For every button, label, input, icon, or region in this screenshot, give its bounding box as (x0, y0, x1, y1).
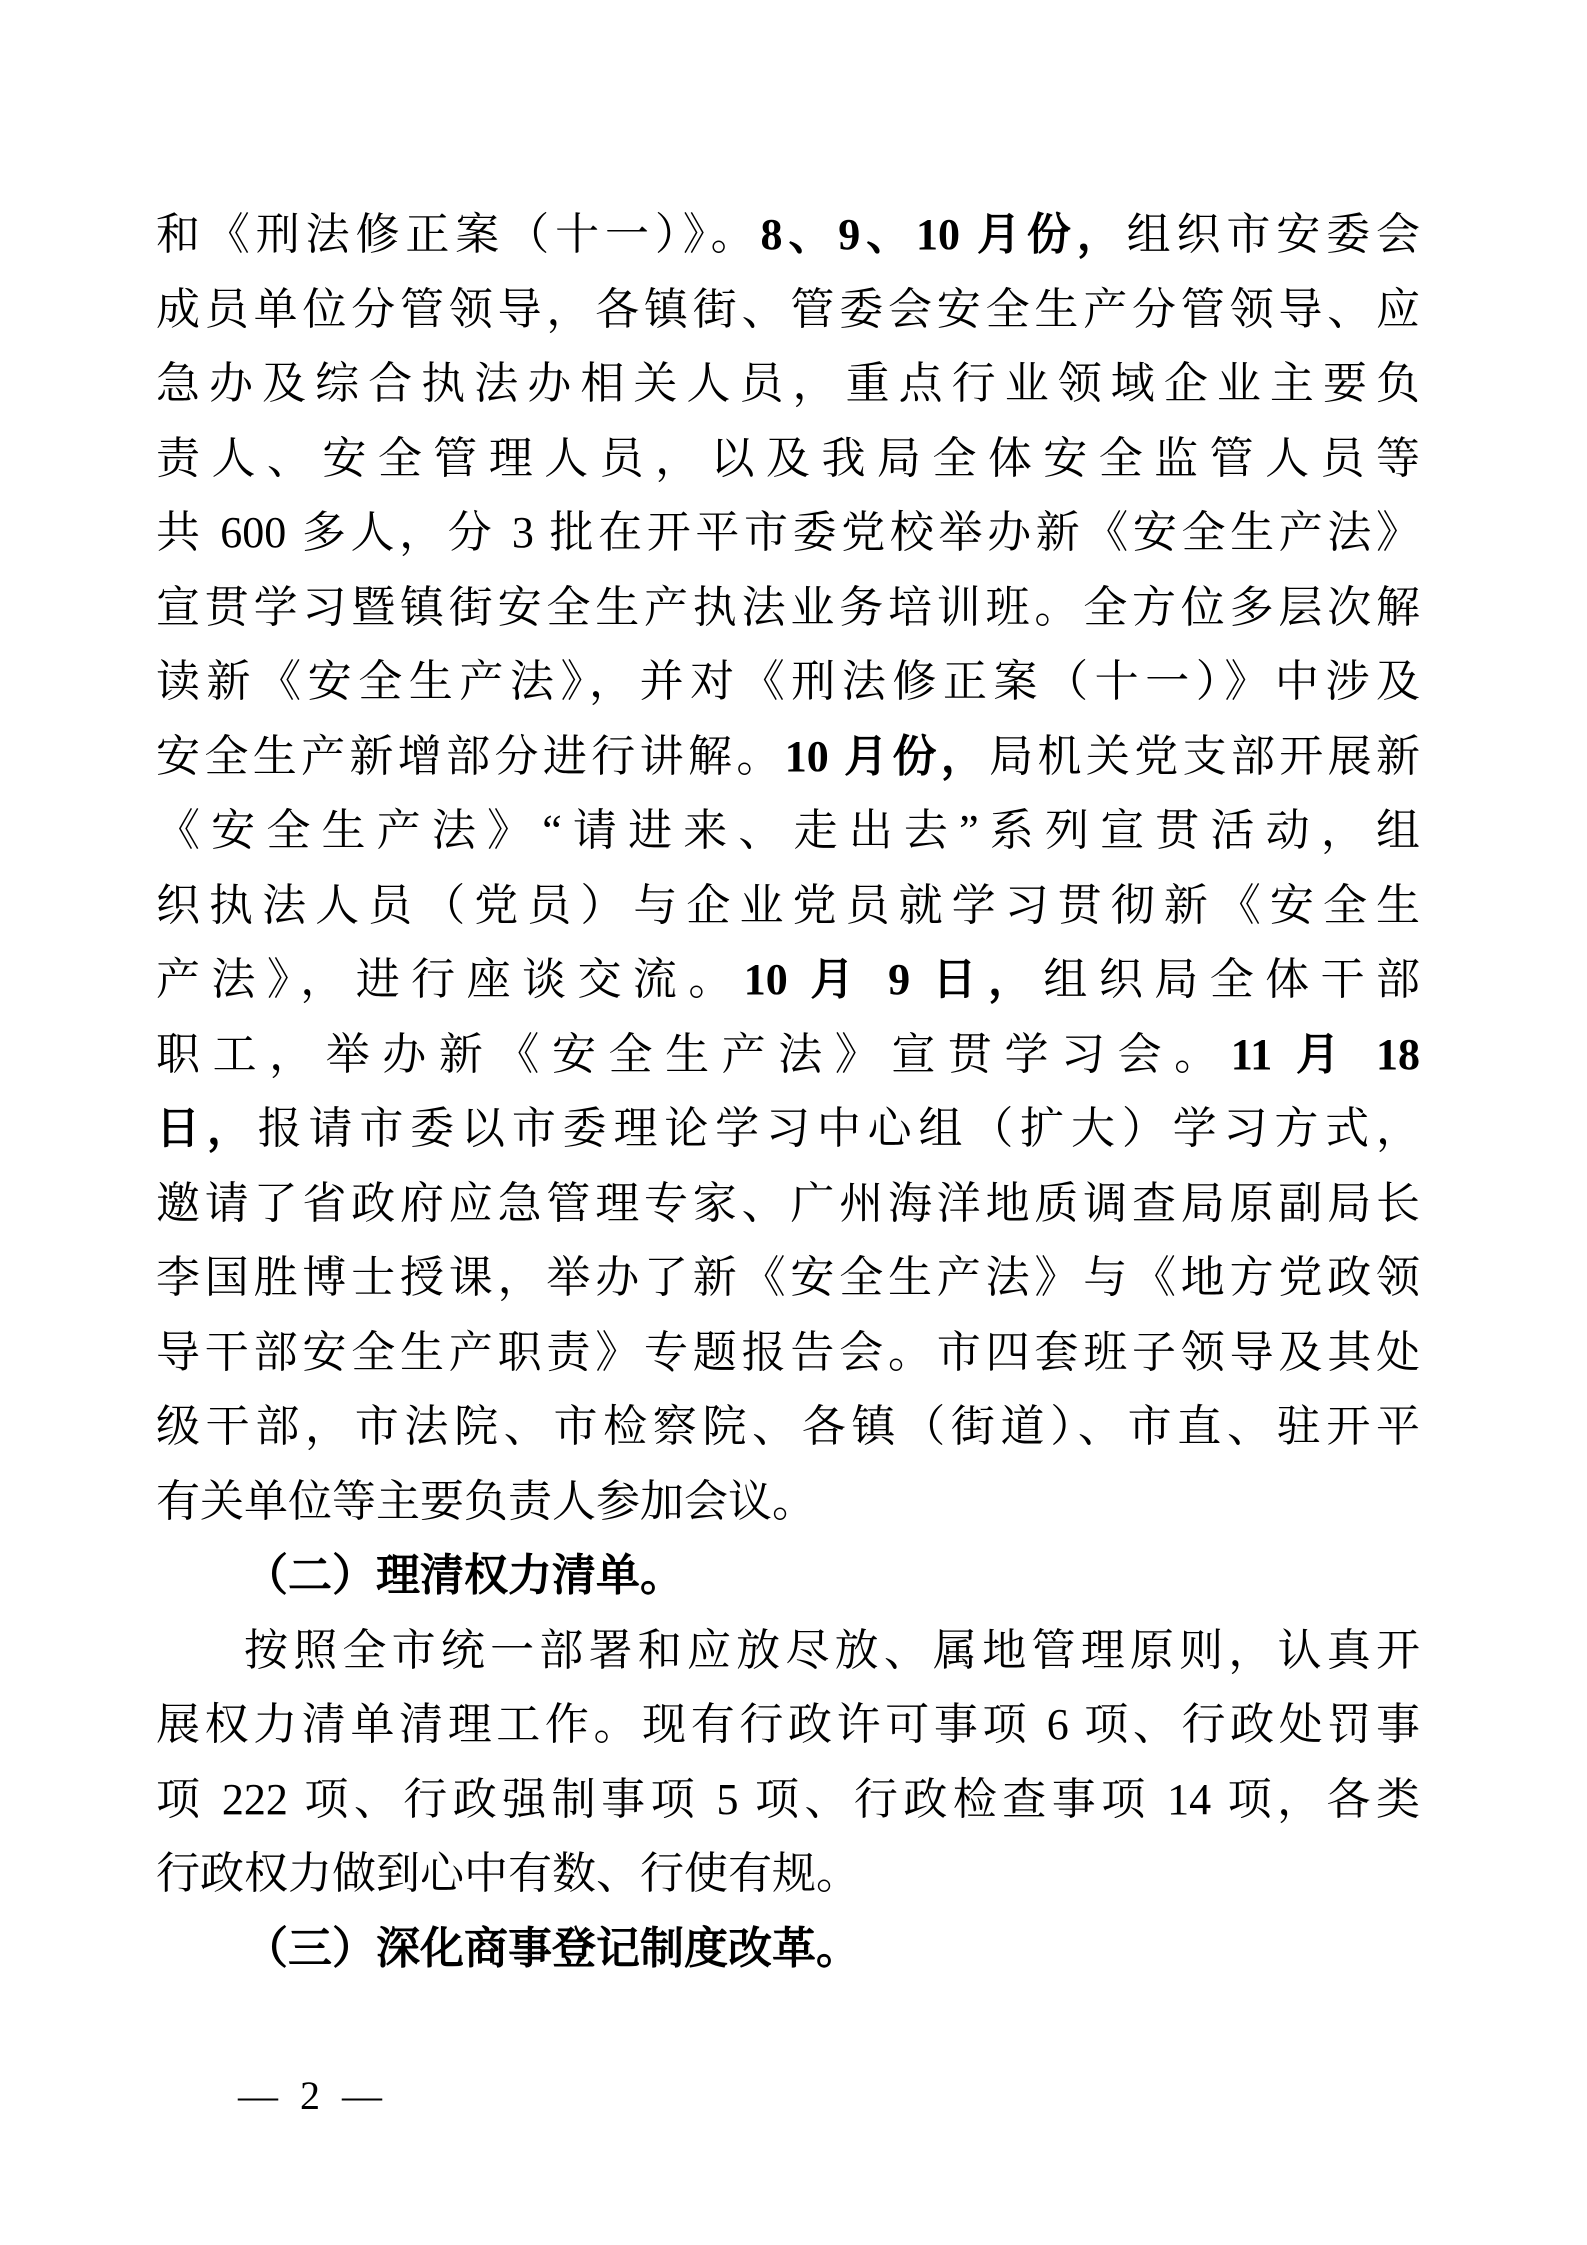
document-line (156, 1018, 1420, 1093)
body-text: 读新《安全生产法》，并对《刑法修正案（十一）》中涉及 (156, 657, 1420, 706)
document-line (156, 1688, 1420, 1763)
document-line (156, 1390, 1420, 1465)
body-text: 行政权力做到心中有数、行使有规。 (156, 1849, 860, 1898)
body-text: 和《刑法修正案（十一）》。 (156, 210, 761, 259)
document-line (156, 720, 1420, 795)
document-line (156, 1614, 1420, 1689)
body-text: 李国胜博士授课，举办了新《安全生产法》与《地方党政领 (156, 1253, 1420, 1302)
page-number: — 2 — (238, 2073, 388, 2118)
body-text: 《安全生产法》“请进来、走出去”系列宣贯活动，组 (156, 806, 1420, 855)
document-line (156, 645, 1420, 720)
document-line (156, 1167, 1420, 1242)
body-text: 安全生产新增部分进行讲解。 (156, 731, 785, 781)
document-body (156, 198, 1420, 1986)
emphasis-text: （二）理清权力清单。 (244, 1551, 684, 1600)
document-line (156, 496, 1420, 571)
body-text: 职工，举办新《安全生产法》宣贯学习会。 (156, 1029, 1231, 1079)
document-line (156, 571, 1420, 646)
body-text: 组织局全体干部 (1043, 955, 1420, 1004)
emphasis-text: 10 月份， (784, 731, 990, 781)
body-text: 邀请了省政府应急管理专家、广州海洋地质调查局原副局长 (156, 1178, 1420, 1228)
document-line (156, 869, 1420, 944)
document-line (156, 422, 1420, 497)
document-line (156, 1465, 1420, 1540)
document-line (156, 1837, 1420, 1912)
body-text: 急办及综合执法办相关人员，重点行业领域企业主要负 (156, 359, 1420, 408)
body-text: 织执法人员（党员）与企业党员就学习贯彻新《安全生 (156, 880, 1420, 930)
document-line (156, 1763, 1420, 1838)
page-footer (238, 2072, 388, 2119)
body-text: 组织市安委会 (1126, 210, 1420, 259)
document-line (156, 943, 1420, 1018)
section-heading (156, 1539, 1420, 1614)
body-text: 导干部安全生产职责》专题报告会。市四套班子领导及其处 (156, 1327, 1420, 1377)
body-text: 有关单位等主要负责人参加会议。 (156, 1476, 816, 1526)
section-heading (156, 1912, 1420, 1987)
emphasis-text: 8、9、10 月份， (760, 210, 1127, 259)
document-line (156, 273, 1420, 348)
body-text: 按照全市统一部署和应放尽放、属地管理原则，认真开 (244, 1625, 1420, 1675)
body-text: 成员单位分管领导，各镇街、管委会安全生产分管领导、应 (156, 284, 1420, 334)
body-text: 共 600 多人，分 3 批在开平市委党校举办新《安全生产法》 (156, 508, 1420, 557)
emphasis-text: 10 月 9 日， (743, 955, 1044, 1004)
document-line (156, 1241, 1420, 1316)
document-line (156, 347, 1420, 422)
emphasis-text: 日， (156, 1104, 258, 1153)
body-text: 级干部，市法院、市检察院、各镇（街道）、市直、驻开平 (156, 1402, 1420, 1451)
document-line (156, 1092, 1420, 1167)
emphasis-text: （三）深化商事登记制度改革。 (244, 1923, 860, 1973)
body-text: 展权力清单清理工作。现有行政许可事项 6 项、行政处罚事 (156, 1700, 1420, 1749)
body-text: 责人、安全管理人员，以及我局全体安全监管人员等 (156, 433, 1420, 483)
emphasis-text: 11 月 18 (1230, 1029, 1420, 1079)
body-text: 局机关党支部开展新 (989, 731, 1420, 781)
body-text: 项 222 项、行政强制事项 5 项、行政检查事项 14 项，各类 (156, 1774, 1420, 1824)
body-text: 报请市委以市委理论学习中心组（扩大）学习方式， (257, 1104, 1420, 1153)
document-line (156, 794, 1420, 869)
document-line (156, 1316, 1420, 1391)
body-text: 产法》，进行座谈交流。 (156, 955, 744, 1004)
document-line (156, 198, 1420, 273)
body-text: 宣贯学习暨镇街安全生产执法业务培训班。全方位多层次解 (156, 582, 1420, 632)
